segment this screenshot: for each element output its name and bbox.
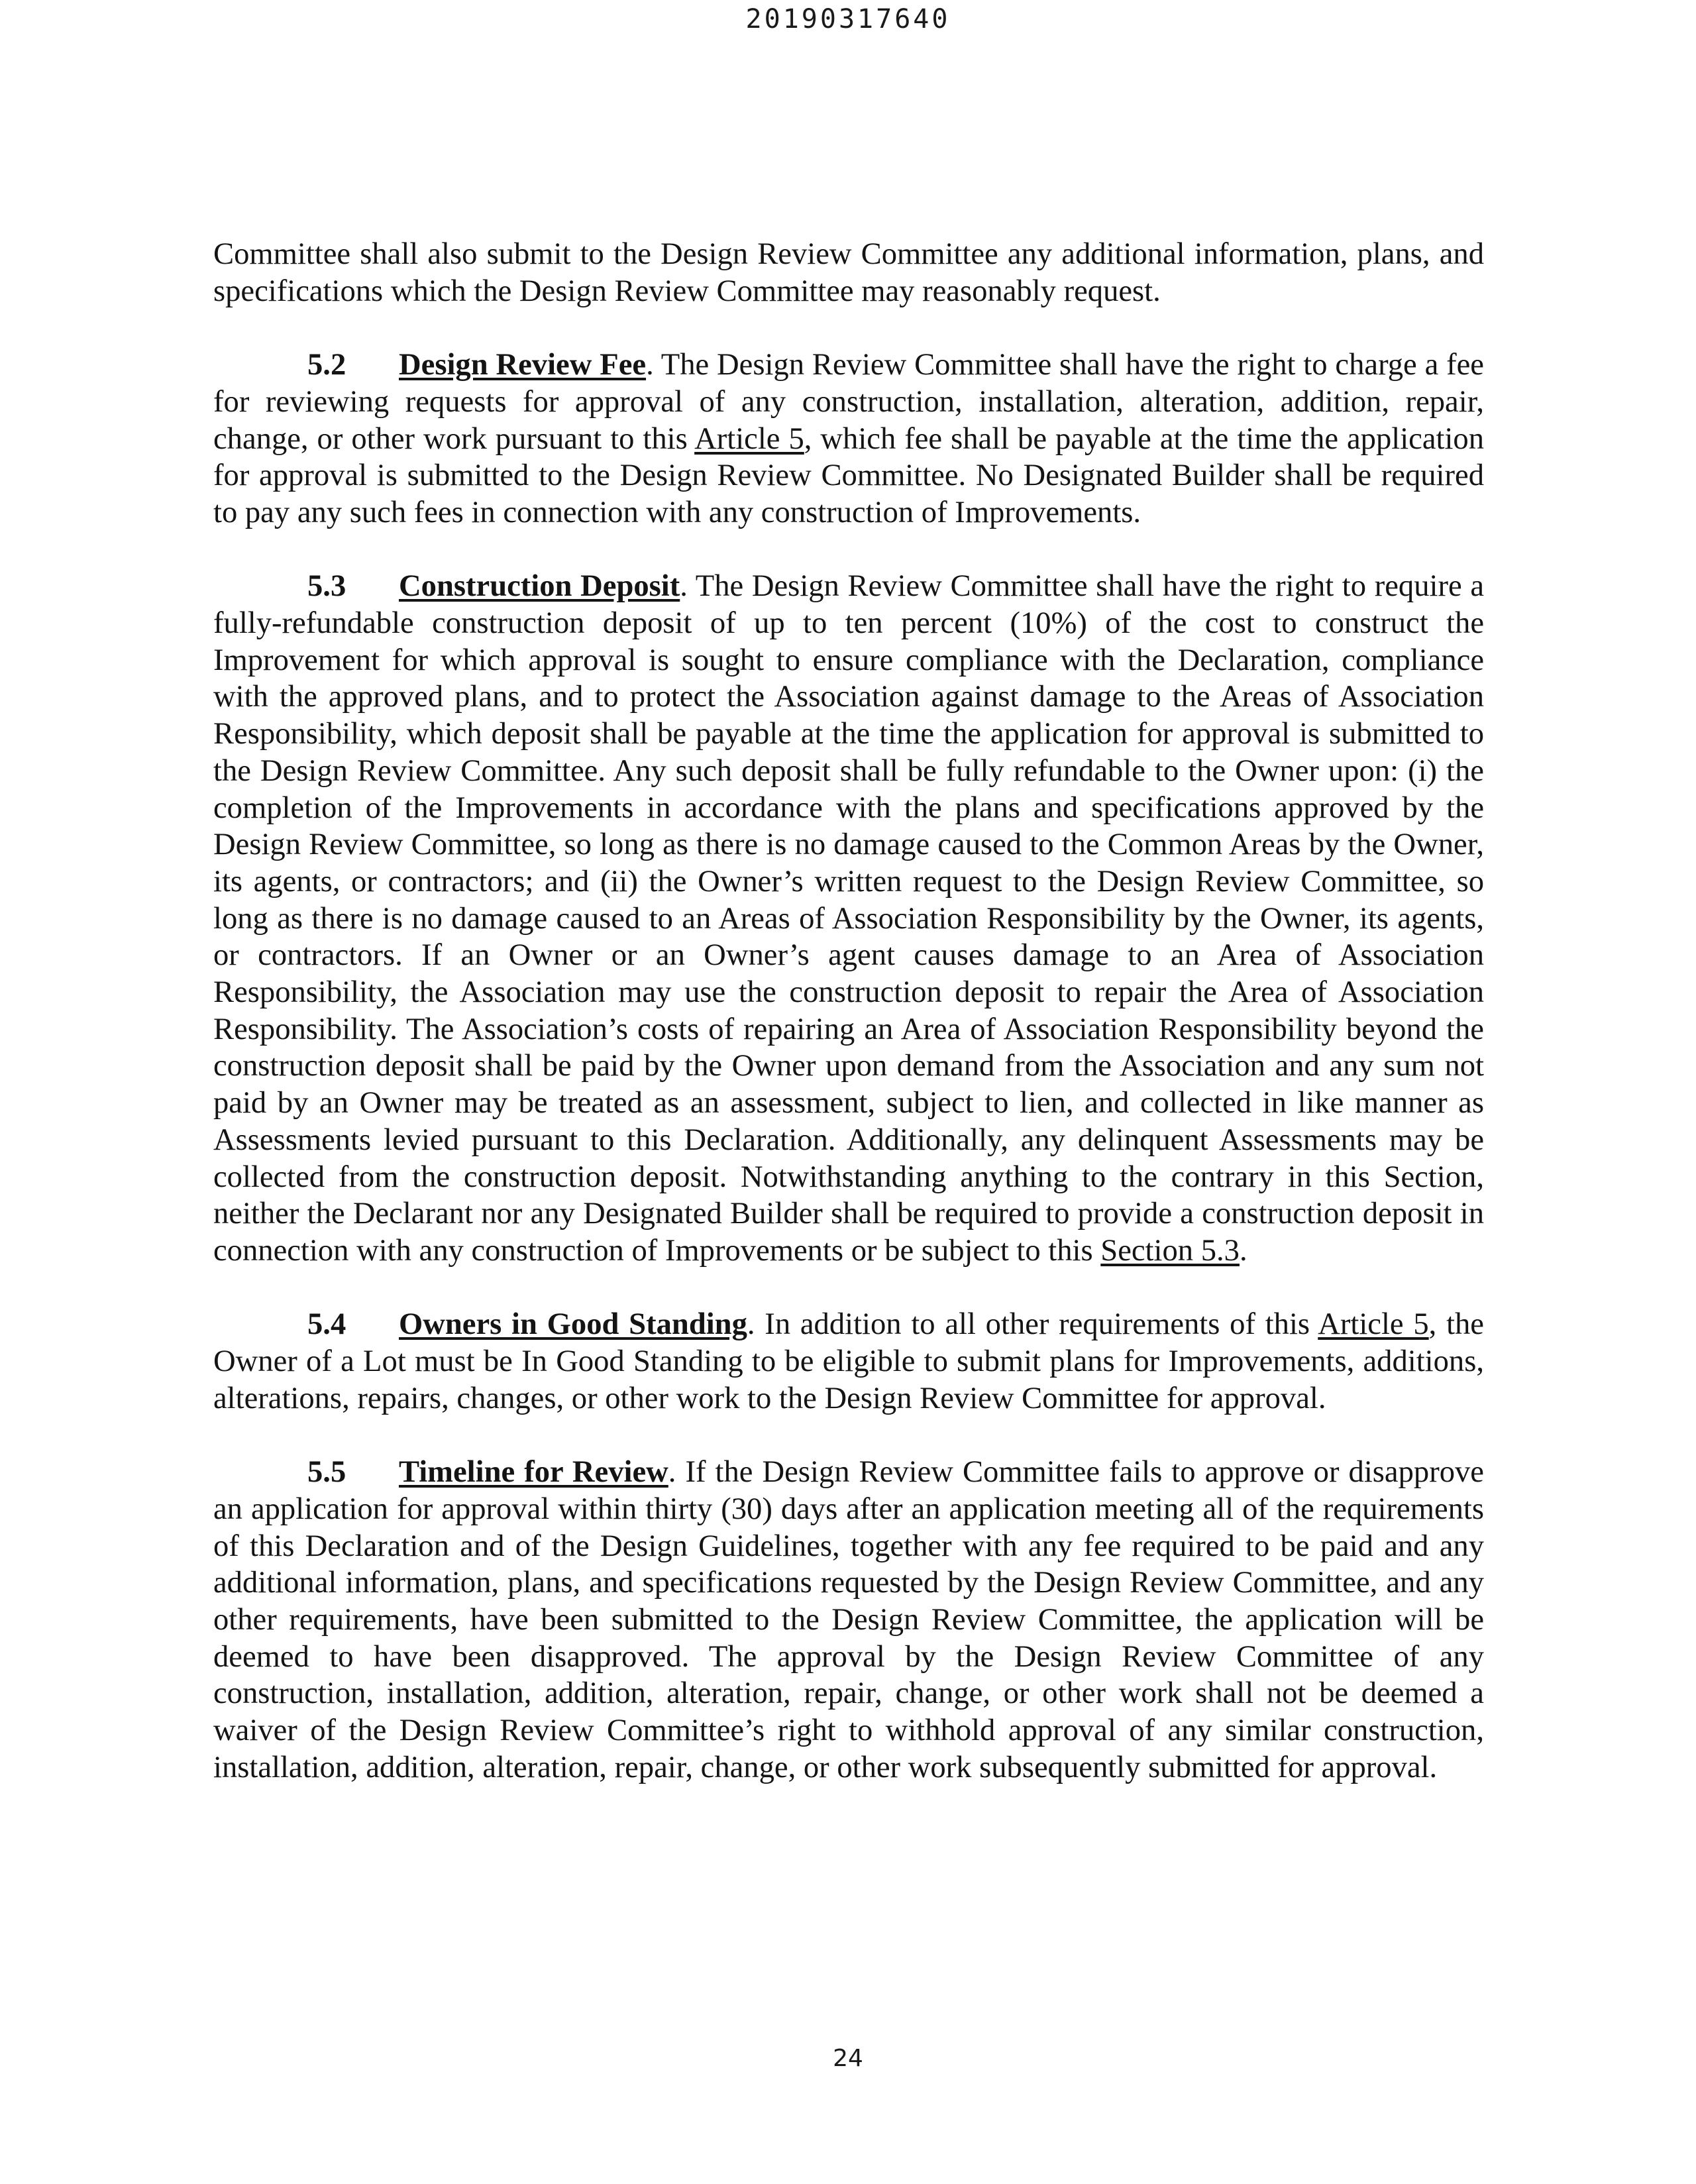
document-number: 20190317640: [745, 4, 951, 34]
section-5-5: [213, 1454, 1484, 1786]
section-text-continued: , the Owner of a Lot must be In Good Standing to be eligible to submit plans for Improvements, additions, alterations, repairs, changes, or other work to the Design Review Committee for approval.: [213, 1307, 1484, 1415]
section-number: 5.5: [307, 1454, 346, 1490]
section-heading: Owners in Good Standing: [399, 1307, 747, 1342]
section-5-3: [213, 568, 1484, 1269]
article-reference: Article 5: [1318, 1307, 1429, 1342]
section-5-2: [213, 347, 1484, 531]
document-body: [213, 236, 1484, 1786]
section-reference: Section 5.3: [1100, 1232, 1240, 1268]
section-number: 5.4: [307, 1307, 346, 1342]
section-heading: Timeline for Review: [399, 1454, 668, 1490]
article-reference: Article 5: [694, 421, 804, 456]
page-number: 24: [833, 2045, 863, 2072]
section-text-continued: .: [1239, 1232, 1247, 1268]
section-text-continued: , which fee shall be payable at the time the application for approval is submitted to the Design Review Committee. No Designated Builder shall be required to pay any such fees in connection with any construction of Improvements.: [213, 421, 1484, 529]
section-text: . The Design Review Committee shall have the right to charge a fee for reviewing requests for approval of any construction, installation, alteration, addition, repair, change, or other work pursuant to this: [213, 347, 1484, 456]
section-5-4: [213, 1306, 1484, 1417]
section-heading: Construction Deposit: [399, 569, 680, 604]
section-text: . In addition to all other requirements of this: [747, 1307, 1318, 1342]
section-text: . The Design Review Committee shall have the right to require a fully-refundable construction deposit of up to ten percent (10%) of the cost to construct the Improvement for which approval is sought to ensure compliance with the Declaration, compliance with the approved plans, and to protect the Association against damage to the Areas of Association Responsibility, which deposit shall be payable at the time the application for approval is submitted to the Design Review Committee. Any such deposit shall be fully refundable to the Owner upon: (i) the completion of the Improvements in accordance with the plans and specifications approved by the Design Review Committee, so long as there is no damage caused to the Common Areas by the Owner, its agents, or contractors; and (ii) the Owner’s written request to the Design Review Committee, so long as there is no damage caused to an Areas of Association Responsibility by the Owner, its agents, or contractors. If an Owner or an Owner’s agent causes damage to an Area of Association Responsibility, the Association may use the construction deposit to repair the Area of Association Responsibility. The Association’s costs of repairing an Area of Association Responsibility beyond the construction deposit shall be paid by the Owner upon demand from the Association and any sum not paid by an Owner may be treated as an assessment, subject to lien, and collected in like manner as Assessments levied pursuant to this Declaration. Additionally, any delinquent Assessments may be collected from the construction deposit. Notwithstanding anything to the contrary in this Section, neither the Declarant nor any Designated Builder shall be required to provide a construction deposit in connection with any construction of Improvements or be subject to this: [213, 569, 1485, 1268]
section-text: . If the Design Review Committee fails to approve or disapprove an application for approval within thirty (30) days after an application meeting all of the requirements of this Declaration and of the Design Guidelines, together with any fee required to be paid and any additional information, plans, and specifications requested by the Design Review Committee, and any other requirements, have been submitted to the Design Review Committee, the application will be deemed to have been disapproved. The approval by the Design Review Committee of any construction, installation, addition, alteration, repair, change, or other work shall not be deemed a waiver of the Design Review Committee’s right to withhold approval of any similar construction, installation, addition, alteration, repair, change, or other work subsequently submitted for approval.: [213, 1454, 1484, 1784]
section-number: 5.2: [307, 347, 346, 382]
intro-paragraph: Committee shall also submit to the Design Review Committee any additional information, plans, and specifications which the Design Review Committee may reasonably request.: [213, 237, 1484, 308]
section-number: 5.3: [307, 569, 346, 604]
section-heading: Design Review Fee: [399, 347, 647, 382]
